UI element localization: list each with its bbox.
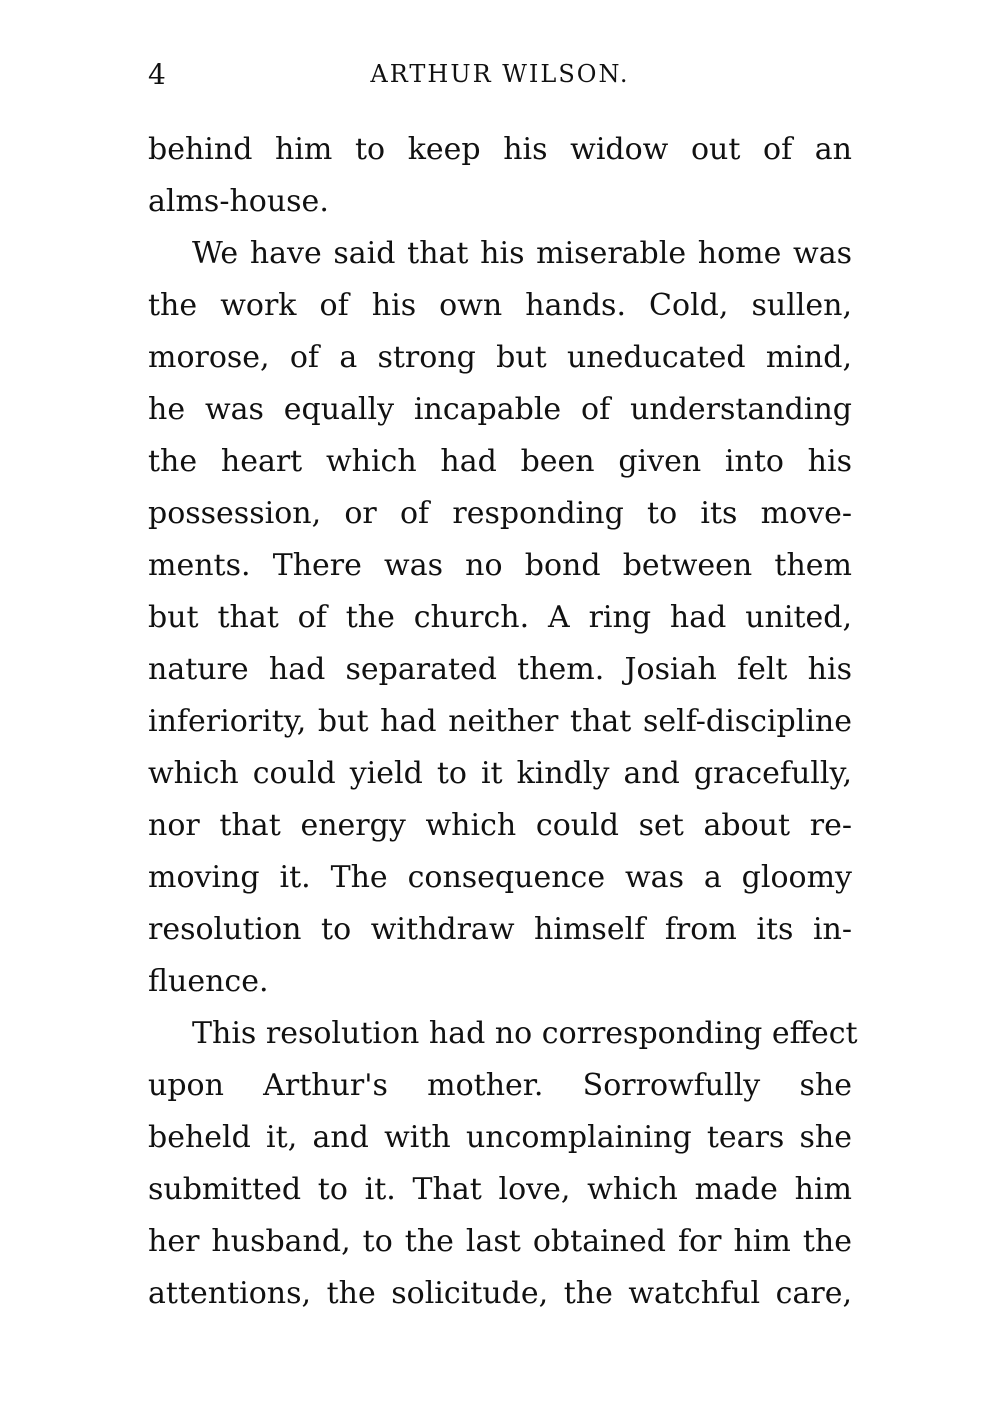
text-line: behind him to keep his widow out of an xyxy=(148,132,852,167)
text-line: but that of the church. A ring had united, xyxy=(148,600,852,635)
text-line: We have said that his miserable home was xyxy=(192,236,852,271)
text-line: fluence. xyxy=(148,964,269,999)
page-number: 4 xyxy=(148,58,166,91)
text-line: inferiority, but had neither that self-discipline xyxy=(148,704,852,739)
text-line: moving it. The consequence was a gloomy xyxy=(148,860,852,895)
text-line: upon Arthur's mother. Sorrowfully she xyxy=(148,1068,852,1103)
text-line: beheld it, and with uncomplaining tears she xyxy=(148,1120,852,1155)
text-line: attentions, the solicitude, the watchful care, xyxy=(148,1276,852,1311)
text-line: alms-house. xyxy=(148,184,329,219)
text-line: nature had separated them. Josiah felt his xyxy=(148,652,852,687)
text-line: the work of his own hands. Cold, sullen, xyxy=(148,288,852,323)
running-title: ARTHUR WILSON. xyxy=(370,60,630,88)
text-line: her husband, to the last obtained for him the xyxy=(148,1224,852,1259)
text-line: the heart which had been given into his xyxy=(148,444,852,479)
text-line: This resolution had no corresponding effect xyxy=(192,1016,858,1051)
text-line: nor that energy which could set about re- xyxy=(148,808,852,843)
text-line: possession, or of responding to its move- xyxy=(148,496,852,531)
text-line: resolution to withdraw himself from its in- xyxy=(148,912,852,947)
text-line: ments. There was no bond between them xyxy=(148,548,852,583)
body-text xyxy=(148,124,858,1320)
text-line: submitted to it. That love, which made him xyxy=(148,1172,852,1207)
text-line: which could yield to it kindly and gracefully, xyxy=(148,756,852,791)
text-line: he was equally incapable of understanding xyxy=(148,392,852,427)
running-head xyxy=(148,58,852,98)
text-line: morose, of a strong but uneducated mind, xyxy=(148,340,852,375)
